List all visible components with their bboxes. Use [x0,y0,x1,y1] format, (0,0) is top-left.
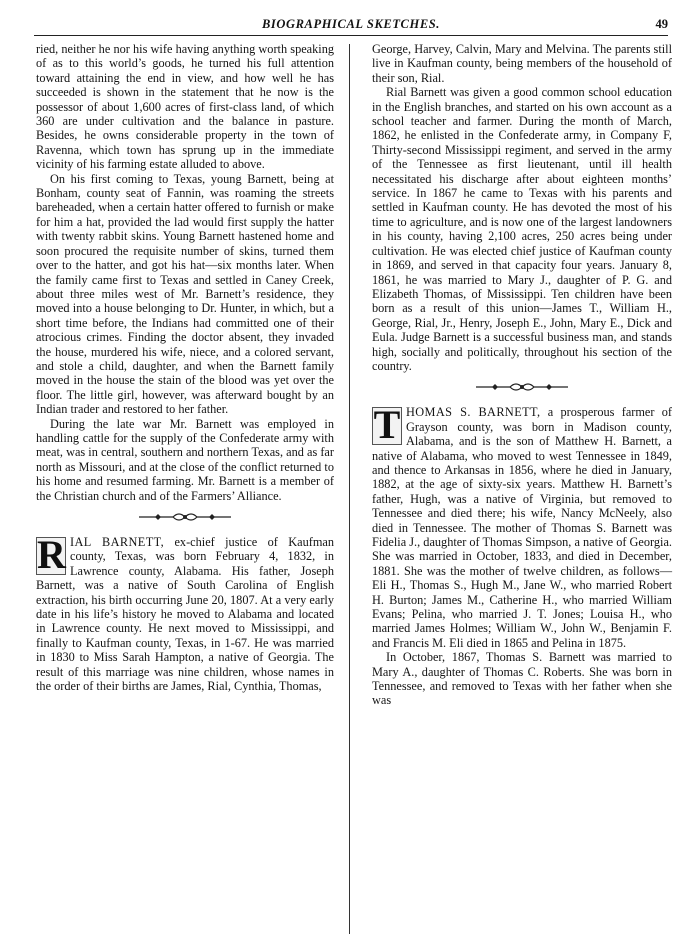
page-number: 49 [655,17,668,31]
paragraph: In October, 1867, Thomas S. Barnett was married to Mary A., daughter of Thomas C. Roberts. She was born in Tennessee, and removed to Texas with her father when she was [372,650,672,708]
thomas-barnett-sketch [372,402,672,650]
running-head: BIOGRAPHICAL SKETCHES. [261,17,441,31]
subject-name: HOMAS S. BARNETT, [406,405,541,420]
paragraph: George, Harvey, Calvin, Mary and Melvina. The parents still live in Kaufman county, being members of the household of their son, Rial. [372,42,672,85]
paragraph: Rial Barnett was given a good common school education in the English branches, and started on his own account as a school teacher and farmer. During the month of March, 1862, he enlisted in the Confederate army, in Company F, Thirty-second Mississippi regiment, and served in the army of the Tennessee as first lieutenant, until ill health necessitated his discharge after about eighteen months’ service. In 1867 he came to Texas with his parents and settled in Kaufman county. He has devoted the most of his time to agriculture, and is now one of the largest landowners in his county, having 2,100 acres, 250 acres being under cultivation. He was elected chief justice of Kaufman county in 1869, and served in that capacity four years. January 8, 1861, he was married to Mary J., daughter of P. G. and Elizabeth Thomas, of Mississippi. Ten children have been born as a result of this union—James T., William H., George, Rial, Jr., Henry, Joseph E., John, Mary E., Dick and Eula. Judge Barnett is a successful business man, and stands high, socially and politically, throughout his section of the country. [372,85,672,373]
column-divider [349,44,350,934]
section-ornament [372,381,672,395]
drop-cap: R [37,532,66,577]
right-column [372,42,672,708]
paragraph: ried, neither he nor his wife having anything worth speaking of as to this world’s goods, he turned his full attention toward attaining the end in view, and how well he has succeeded is shown in the statement that he now is the possessor of about 1,600 acres of first-class land, of which 360 are under cultivation and the balance in pasture. Besides, he owns considerable property in the town of Ravenna, which town has sprung up in the immediate vicinity of his farming estate alluded to above. [36,42,334,172]
rial-barnett-sketch [36,532,334,694]
paragraph-text: ex-chief justice of Kaufman county, Texas, was born February 4, 1832, in Lawrence county, Alabama. His father, Joseph Barnett, was a native of South Carolina of English extraction, his birth occurring June 20, 1807. At a very early date in his life’s history he moved to Alabama and located in Lawrence county. He next moved to Mississippi, and finally to Kaufman county, Texas, in 1-67. He was married in 1830 to Miss Sarah Hampton, a native of Georgia. The result of this marriage was nine children, whose names in the order of their births are James, Rial, Cynthia, Thomas, [36,535,334,694]
page-header [34,14,668,38]
section-ornament [36,511,334,525]
paragraph: During the late war Mr. Barnett was employed in handling cattle for the supply of the Confederate army with meat, was in central, southern and northern Texas, and as far north as Missouri, and at the close of the conflict returned to his home and resumed farming. Mr. Barnett is a member of the Christian church and of the Farmers’ Alliance. [36,416,334,503]
subject-name: IAL BARNETT, [70,535,165,549]
header-rule [34,35,668,36]
paragraph: On his first coming to Texas, young Barnett, being at Bonham, county seat of Fannin, was roaming the streets bareheaded, when a certain hatter offered to furnish or make for him a hat, provided the lad would first supply the hatter with twenty rabbit skins. Young Barnett hastened home and soon procured the requisite number of skins, turned them over to the hatter, and got his hat—six months later. When the family came first to Texas and settled in Caney Creek, about three miles west of Mr. Barnett’s residence, they moved into a house belonging to Dr. Hunter, in which, but a short time before, the Indians had committed one of their atrocious crimes. Finding the doctor absent, they invaded the house, murdered his wife, niece, and a colored servant, and stole a child, daughter, and when the Barnett family moved in the house the stain of the blood was yet over the floor. The little girl, however, was afterward bought by an Indian trader and restored to her father. [36,171,334,417]
drop-cap: T [373,402,401,448]
left-column [36,42,334,693]
paragraph-text: a prosperous farmer of Grayson county, was born in Madison county, Alabama, and is the son of Matthew H. Barnett, a native of Alabama, who moved to west Tennessee in 1849, and thence to Arkansas in 1856, where he died in January, 1882, at the age of sixty-six years. Matthew H. Barnett’s father, Hugh, was a native of Virginia, but removed to Tennessee and died there; his wife, Nancy McNeely, also died in Tennessee. The mother of Thomas S. Barnett was Fidelia J., daughter of Thomas Simpson, a native of Georgia. She was married in October, 1833, and died in December, 1881. She was the mother of twelve children, as follows—Eli H., Thomas S., Hugh M., Jane W., who married Robert H. Burton; James M., Catherine H., who married William Evans; Pelina, who married J. T. Jones; Louisa H., who married James Holmes; William W., John W., Benjamin F. and Francis M. Eli died in 1865 and Pelina in 1875. [372,405,672,650]
